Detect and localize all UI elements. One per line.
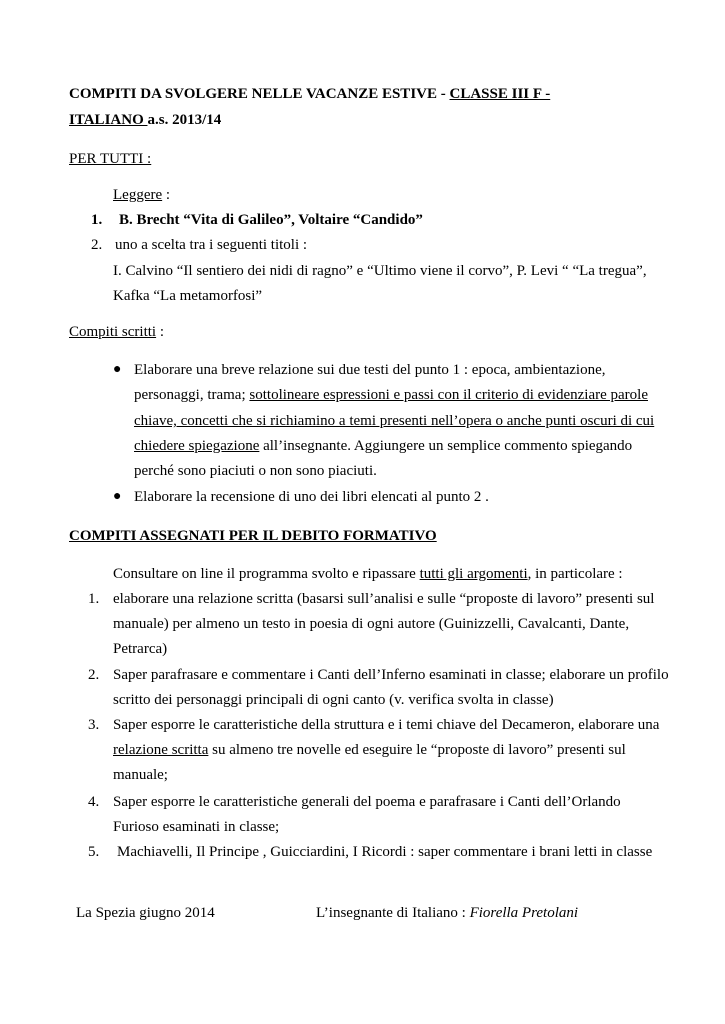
intro-part: Consultare on line il programma svolto e ripassare (113, 566, 420, 582)
reading-item-1: B. Brecht “Vita di Galileo”, Voltaire “Candido” (119, 212, 423, 228)
bullet-icon: ● (113, 489, 122, 504)
list-number: 2. (91, 237, 103, 253)
titles-line: I. Calvino “Il sentiero dei nidi di ragno” e “Ultimo viene il corvo”, P. Levi “ “La tregua”, (113, 263, 647, 279)
list-number: 5. (88, 844, 100, 860)
list-item-underlined: relazione scritta (113, 742, 209, 758)
list-number: 1. (88, 591, 100, 607)
place-date: La Spezia giugno 2014 (76, 905, 215, 921)
page-subtitle (69, 111, 221, 129)
titles-line: Kafka “La metamorfosi” (113, 288, 263, 304)
list-item-text: Furioso esaminati in classe; (113, 819, 280, 835)
leggere-text: Leggere (113, 187, 163, 203)
title-subject: ITALIANO (69, 112, 148, 128)
list-number: 1. (91, 212, 103, 228)
compiti-scritti-heading (69, 323, 164, 341)
list-item-text (113, 741, 626, 759)
title-part: COMPITI DA SVOLGERE NELLE VACANZE ESTIVE - (69, 86, 450, 102)
list-item-text: manuale; (113, 767, 168, 783)
debito-intro (113, 565, 623, 583)
intro-underlined: tutti gli argomenti (419, 566, 528, 582)
list-item-text: scritto dei personaggi principali di ogni canto (v. verifica svolta in classe) (113, 692, 554, 708)
bullet-text: chiave, concetti che si richiamino a temi presenti nell’opera o anche punti oscuri di cui (134, 413, 655, 429)
bullet-text-part: personaggi, trama; (134, 387, 250, 403)
intro-part: , in particolare : (527, 566, 623, 582)
page-title (69, 85, 550, 103)
list-item-text: Saper parafrasare e commentare i Canti dell’Inferno esaminati in classe; elaborare un profilo (113, 667, 669, 683)
per-tutti-heading: PER TUTTI : (69, 151, 152, 167)
bullet-text: perché sono piaciuti o non sono piaciuti. (134, 463, 377, 479)
list-number: 2. (88, 667, 100, 683)
teacher-signature (316, 904, 578, 922)
teacher-name: Fiorella Pretolani (469, 905, 579, 921)
list-number: 4. (88, 794, 100, 810)
bullet-text: Elaborare una breve relazione sui due testi del punto 1 : epoca, ambientazione, (134, 362, 606, 378)
debito-heading: COMPITI ASSEGNATI PER IL DEBITO FORMATIVO (69, 528, 437, 544)
bullet-text-part: all’insegnante. Aggiungere un semplice commento spiegando (259, 438, 633, 454)
leggere-colon: : (162, 187, 171, 203)
list-item-text: Saper esporre le caratteristiche della struttura e i temi chiave del Decameron, elaborare una (113, 717, 660, 733)
bullet-text-underlined: sottolineare espressioni e passi con il criterio di evidenziare parole (249, 387, 648, 403)
list-item-text: Machiavelli, Il Principe , Guicciardini, I Ricordi : saper commentare i brani letti in classe (117, 844, 653, 860)
list-item-text: Petrarca) (113, 641, 168, 657)
title-year: a.s. 2013/14 (147, 112, 222, 128)
compiti-scritti-colon: : (156, 324, 165, 340)
teacher-label: L’insegnante di Italiano : (316, 905, 470, 921)
bullet-text: Elaborare la recensione di uno dei libri elencati al punto 2 . (134, 489, 489, 505)
bullet-icon: ● (113, 362, 122, 377)
leggere-label (113, 186, 170, 204)
bullet-text (134, 437, 632, 455)
bullet-text-underlined: chiedere spiegazione (134, 438, 260, 454)
bullet-text (134, 386, 648, 404)
list-item-text: elaborare una relazione scritta (basarsi sull’analisi e sulle “proposte di lavoro” presenti sul (113, 591, 655, 607)
title-class: CLASSE III F - (449, 86, 551, 102)
reading-item-2: uno a scelta tra i seguenti titoli : (115, 237, 308, 253)
list-item-text: Saper esporre le caratteristiche generali del poema e parafrasare i Canti dell’Orlando (113, 794, 621, 810)
list-item-text: manuale) per almeno un testo in poesia di ogni autore (Guinizzelli, Cavalcanti, Dante, (113, 616, 630, 632)
list-number: 3. (88, 717, 100, 733)
compiti-scritti-text: Compiti scritti (69, 324, 157, 340)
list-item-part: su almeno tre novelle ed eseguire le “proposte di lavoro” presenti sul (208, 742, 626, 758)
